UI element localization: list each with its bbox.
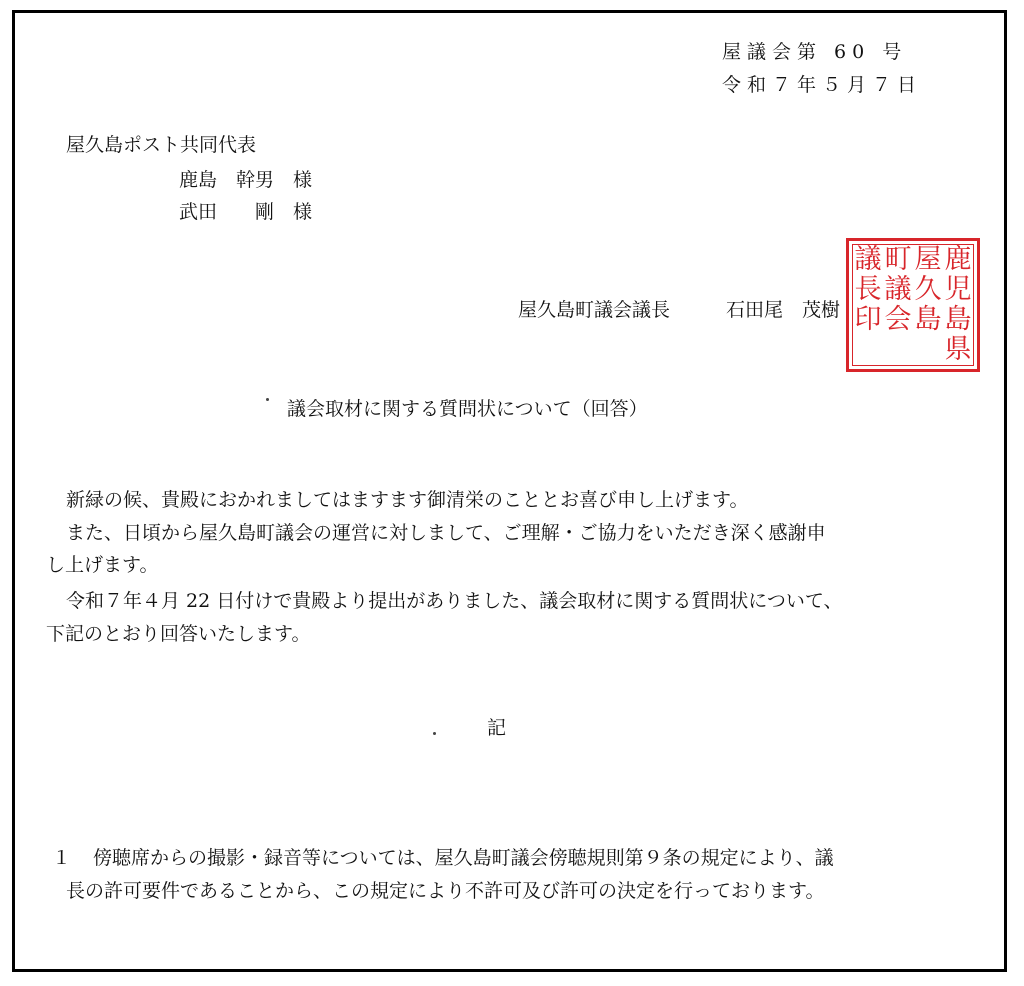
document-subject: 議会取材に関する質問状について（回答） [287, 398, 648, 420]
seal-glyph [853, 335, 883, 365]
seal-glyph: 印 [854, 304, 882, 335]
seal-glyph: 議 [854, 244, 882, 275]
sender-name: 石田尾 茂樹 [726, 299, 841, 321]
body-paragraph-3-line-1: 令和７年４月 22 日付けで貴殿より提出がありました、議会取材に関する質問状について、 [66, 590, 843, 612]
scan-speck [433, 732, 436, 735]
scan-speck [266, 398, 269, 401]
addressee-person-2: 武田 剛 様 [179, 201, 313, 223]
body-paragraph-2-line-2: し上げます。 [46, 554, 159, 576]
seal-glyph: 町 [884, 244, 912, 275]
item-1-line-2: 長の許可要件であることから、この規定により不許可及び許可の決定を行っております。 [66, 880, 825, 902]
document-date: 令和７年５月７日 [722, 74, 923, 96]
item-number: １ [52, 847, 72, 869]
seal-glyph: 鹿 [944, 244, 972, 275]
seal-glyph: 会 [884, 304, 912, 335]
body-paragraph-2-line-1: また、日頃から屋久島町議会の運営に対しまして、ご理解・ご協力をいただき深く感謝申 [66, 522, 826, 544]
document-number: 屋議会第 60 号 [722, 41, 908, 63]
ki-heading: 記 [487, 717, 507, 739]
seal-glyph: 島 [914, 304, 942, 335]
addressee-person-1: 鹿島 幹男 様 [179, 169, 313, 191]
seal-glyph: 久 [914, 274, 942, 305]
seal-glyph: 児 [944, 274, 972, 305]
seal-glyph [913, 335, 943, 365]
seal-glyph: 長 [854, 274, 882, 305]
seal-glyph [883, 335, 913, 365]
seal-glyph: 議 [884, 274, 912, 305]
official-seal-stamp [846, 238, 980, 372]
addressee-organization: 屋久島ポスト共同代表 [66, 134, 257, 156]
seal-glyph: 島 [944, 304, 972, 335]
seal-characters [853, 245, 973, 365]
seal-glyph: 県 [944, 334, 972, 365]
item-1-line-1: 傍聴席からの撮影・録音等については、屋久島町議会傍聴規則第９条の規定により、議 [93, 847, 834, 869]
sender-title: 屋久島町議会議長 [518, 299, 671, 321]
body-paragraph-1: 新緑の候、貴殿におかれましてはますます御清栄のこととお喜び申し上げます。 [66, 489, 749, 511]
body-paragraph-3-line-2: 下記のとおり回答いたします。 [46, 623, 311, 645]
seal-glyph: 屋 [914, 244, 942, 275]
